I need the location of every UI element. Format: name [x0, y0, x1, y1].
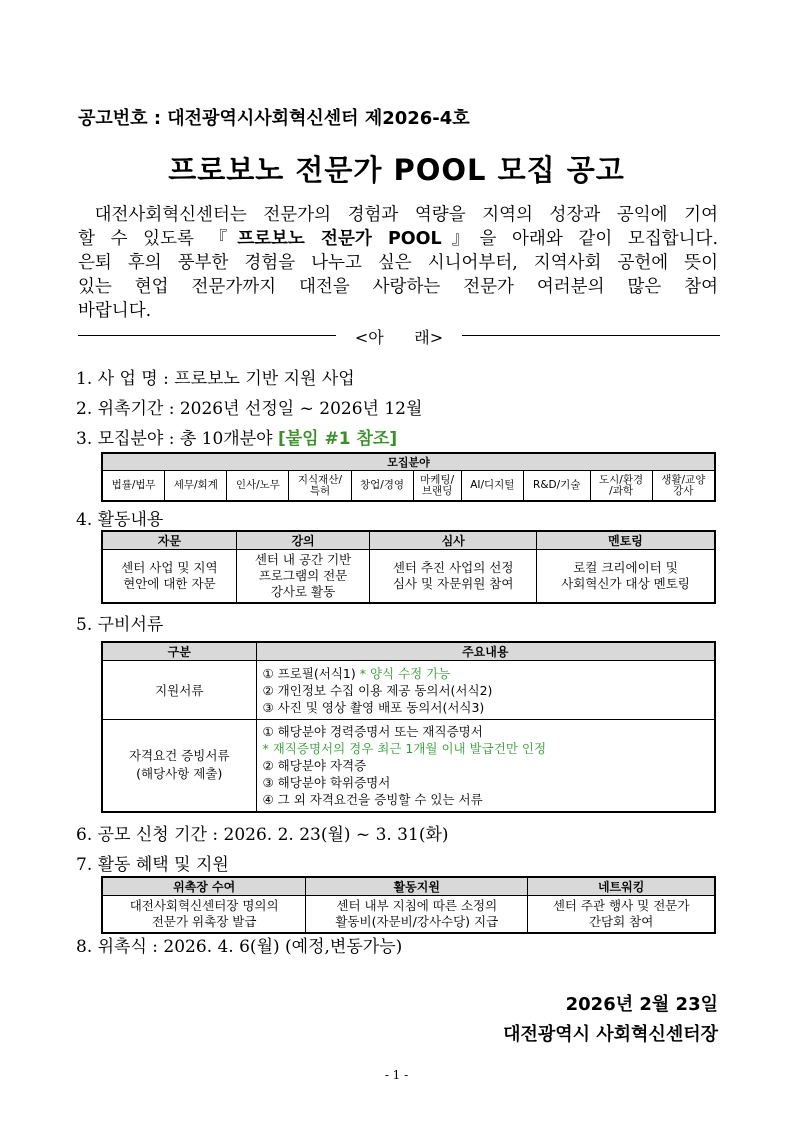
section-divider	[78, 323, 720, 347]
divider-line-left	[78, 335, 336, 336]
benefit-header: 네트워킹	[528, 877, 715, 896]
benefit-header: 위촉장 수여	[102, 877, 306, 896]
benefit-cell: 센터 주관 행사 및 전문가 간담회 참여	[528, 896, 715, 934]
field-cell: 법률/법무	[102, 471, 165, 502]
page-number: - 1 -	[384, 1068, 409, 1082]
docs-header-content: 주요내용	[256, 642, 715, 661]
docs-line: ② 개인정보 수집 이용 제공 동의서(서식2)	[262, 682, 493, 698]
intro-paragraph	[78, 203, 718, 323]
docs-line: ② 해당분야 자격증	[262, 757, 367, 773]
docs-line: ① 해당분야 경력증명서 또는 재직증명서	[262, 723, 483, 739]
activity-table	[101, 530, 716, 604]
intro-highlight: 프로보노 전문가 POOL	[237, 229, 442, 249]
docs-row-label: 지원서류	[102, 661, 256, 720]
benefit-cell: 센터 내부 지침에 따른 소정의 활동비(자문비/강사수당) 지급	[306, 896, 528, 934]
item-application-period: 6. 공모 신청 기간 : 2026. 2. 23(월) ~ 3. 31(화)	[76, 825, 449, 845]
item-benefits: 7. 활동 혜택 및 지원	[76, 855, 229, 875]
documents-table	[101, 641, 716, 813]
activity-cell: 로컬 크리에이터 및 사회혁신가 대상 멘토링	[537, 550, 715, 604]
field-cell: AI/디지털	[461, 471, 523, 502]
activity-cell: 센터 내 공간 기반 프로그램의 전문 강사로 활동	[236, 550, 370, 604]
field-cell: 인사/노무	[227, 471, 289, 502]
docs-row-content	[256, 720, 715, 812]
docs-note: * 양식 수정 가능	[355, 665, 451, 681]
field-cell: 지식재산/ 특허	[289, 471, 351, 502]
docs-line: ① 프로필(서식1) * 양식 수정 가능	[262, 665, 451, 681]
divider-label: <아 래>	[354, 328, 444, 347]
intro-line-3: 은퇴 후의 풍부한 경험을 나누고 싶은 시니어부터, 지역사회 공헌에 뜻이	[78, 253, 718, 273]
docs-line: ③ 사진 및 영상 촬영 배포 동의서(서식3)	[262, 699, 485, 715]
divider-line-right	[462, 335, 720, 336]
docs-header-category: 구분	[102, 642, 256, 661]
intro-line-4: 있는 현업 전문가까지 대전을 사랑하는 전문가 여러분의 많은 참여	[78, 277, 718, 297]
field-cell: 창업/경영	[351, 471, 413, 502]
benefit-cell: 대전사회혁신센터장 명의의 전문가 위촉장 발급	[102, 896, 306, 934]
activity-cell: 센터 사업 및 지역 현안에 대한 자문	[102, 550, 236, 604]
intro-line-2: 할 수 있도록 『프로보노 전문가 POOL』을 아래와 같이 모집합니다.	[78, 229, 719, 249]
attachment-ref: [붙임 #1 참조]	[277, 429, 398, 449]
activity-header: 심사	[370, 531, 537, 550]
benefit-table	[101, 876, 716, 934]
item-period: 2. 위촉기간 : 2026년 선정일 ~ 2026년 12월	[76, 399, 423, 419]
docs-row-label: 자격요건 증빙서류 (해당사항 제출)	[102, 720, 256, 812]
item-documents: 5. 구비서류	[76, 615, 164, 635]
activity-header: 멘토링	[537, 531, 715, 550]
docs-line: ③ 해당분야 학위증명서	[262, 774, 391, 790]
page-title: 프로보노 전문가 POOL 모집 공고	[168, 153, 625, 187]
signer: 대전광역시 사회혁신센터장	[503, 1024, 718, 1045]
field-cell: 마케팅/ 브랜딩	[413, 471, 461, 502]
docs-note: * 재직증명서의 경우 최근 1개월 이내 발급건만 인정	[262, 740, 547, 756]
benefit-header: 활동지원	[306, 877, 528, 896]
item-activities: 4. 활동내용	[76, 510, 164, 530]
notice-number: 공고번호 : 대전광역시사회혁신센터 제2026-4호	[78, 108, 470, 129]
intro-line-1: 대전사회혁신센터는 전문가의 경험과 역량을 지역의 성장과 공익에 기여	[94, 205, 718, 225]
activity-header: 자문	[102, 531, 236, 550]
fields-table	[101, 452, 716, 502]
field-cell: R&D/기술	[523, 471, 590, 502]
activity-header: 강의	[236, 531, 370, 550]
docs-line: ④ 그 외 자격요건을 증빙할 수 있는 서류	[262, 791, 483, 807]
fields-header: 모집분야	[102, 453, 715, 471]
field-cell: 세무/회계	[165, 471, 227, 502]
item-ceremony: 8. 위촉식 : 2026. 4. 6(월) (예정,변동가능)	[76, 937, 403, 957]
announcement-date: 2026년 2월 23일	[565, 994, 718, 1015]
field-cell: 생활/교양 강사	[652, 471, 715, 502]
item-project-name: 1. 사 업 명 : 프로보노 기반 지원 사업	[76, 369, 355, 389]
intro-line-5: 바랍니다.	[78, 301, 152, 321]
item-fields: 3. 모집분야 : 총 10개분야 [붙임 #1 참조]	[76, 429, 398, 449]
docs-row-content	[256, 661, 715, 720]
field-cell: 도시/환경 /과학	[590, 471, 652, 502]
activity-cell: 센터 추진 사업의 선정 심사 및 자문위원 참여	[370, 550, 537, 604]
